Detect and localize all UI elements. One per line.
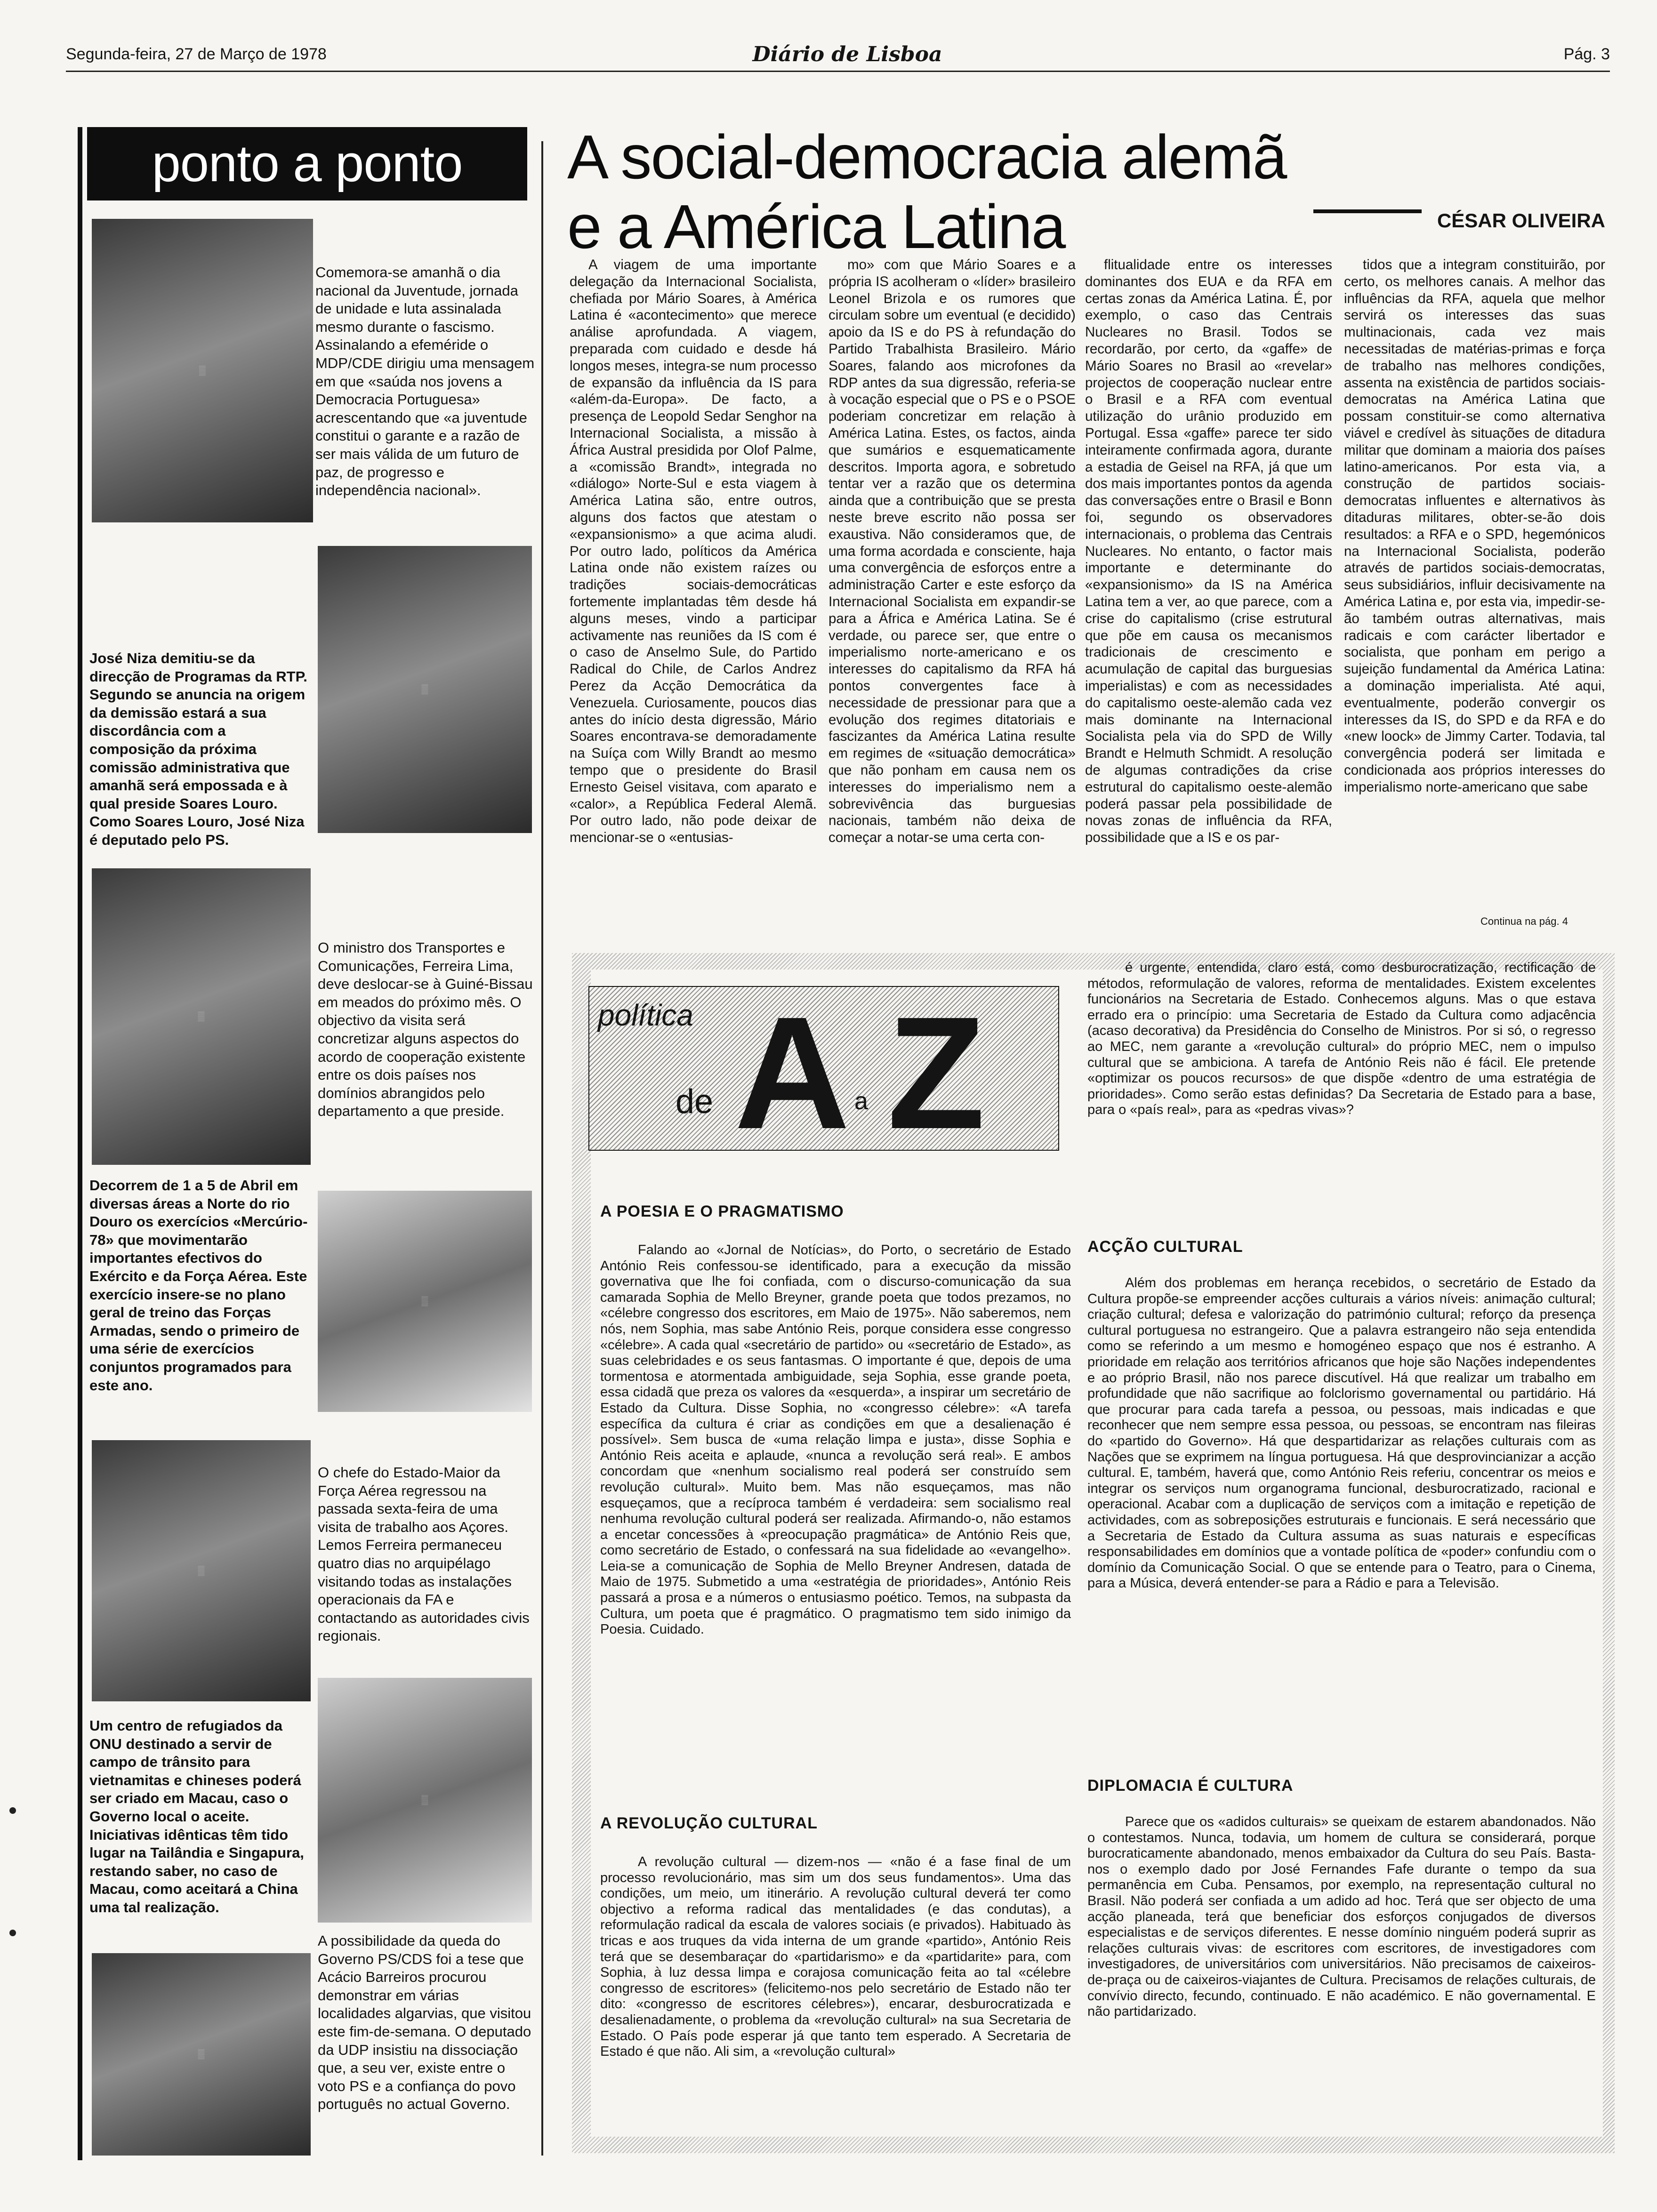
az-text-revolucao: A revolução cultural — dizem-nos — «não é a fase final de um processo revolucionário, mas sim um dos seus fundamentos». Uma das condições, um meio, um itinerário. A revolução cultural deverá ter como objectivo a reforma radical das mentalidades (e das condutas), a reformulação radical da escala de valores sociais (e privados). Habituado às tricas e aos truques da vida interna de um grande «partido», António Reis terá que se desembaraçar do «partidarismo» e da «partidarite» para, com Sophia, à luz dessa limpa e corajosa comunicação feita ao tal «célebre congresso de escritores» (felicitemo-nos pelo secretário de Estado não ter dito: «congresso de escritores célebres»), encarar, desburocratizada e desalienadamente, o problema da «revolução cultural» na sua Secretaria de Estado. O País pode esperar já que tanto tem esperado. A Secretaria de Estado é que não. Ali sim, a «revolução cultural» — [600, 1854, 1071, 2060]
az-text-urgente: é urgente, entendida, claro está, como desburocratização, rectificação de métodos, reformulação de valores, reforma de mentalidades. Existem excelentes funcionários na Secretaria de Estado. Conhecemos alguns. Mas o que estava errado era o princípio: uma Secretaria de Estado da Cultura como adjacência (acaso decorativa) da Presidência do Conselho de Ministros. Por si só, o regresso ao MEC, nem garante a «revolução cultural» do próprio MEC, nem o impulso cultural que se ambiciona. A tarefa de António Reis não é fácil. Ele pretende «optimizar os poucos recursos» de que dispõe «dentro de uma estratégia de prioridades». Como serão estas definidas? Da Secretaria de Estado para a base, para o «país real», para as «pedras vivas»? — [1087, 960, 1596, 1118]
brief-mercurio-78: Decorrem de 1 a 5 de Abril em diversas áreas a Norte do rio Douro os exercícios «Mercúrio-78» que movimentarão importantes efectivos do Exército e da Força Aérea. Este exercício insere-se no plano geral de treino das Forças Armadas, sendo o primeiro de uma série de exercícios conjuntos programados para este ano. — [89, 1177, 308, 1394]
section-diplomacia: DIPLOMACIA É CULTURA — [1087, 1777, 1294, 1795]
az-text-poesia: Falando ao «Jornal de Notícias», do Porto, o secretário de Estado António Reis confessou-se identificado, para a execução da missão governativa que lhe foi confiada, com o discurso-comunicação da sua camarada Sophia de Mello Breyner, grande poeta que todos prezamos, no «célebre congresso dos escritores, em Maio de 1975». Não saberemos, nem nós, nem Sophia, mas sabe António Reis, porque considera esse congresso «célebre». A cada qual «secretário de partido» ou «secretário de Estado», as suas celebridades e os seus fantasmas. O importante é que, depois de uma tormentosa e atormentada ambiguidade, seja Sophia, esse grande poeta, essa cidadã que preza os valores da «esquerda», a inspirar um secretário de Estado da Cultura. Disse Sophia, no «congresso célebre»: «A tarefa específica da cultura é criar as condições em que a desalienação é possível». Sem busca de «uma relação limpa e justa», disse Sophia e António Reis aceita e aplaude, «nunca a revolução será real». E ambos concordam que «nenhum socialismo real poderá ser construído sem revolução cultural». Muito bem. Mas não esqueçamos, mas não esqueçamos, que a recíproca também é verdadeira: sem socialismo real nenhuma revolução cultural poderá ser realizada. Afirmando-o, não estamos a encetar concessões à «preocupação pragmática» de António Reis que, como secretário de Estado, o confessará na sua fidelidade ao «evangelho». Leia-se a comunicação de Sophia de Mello Breyner Andresen, datada de Maio de 1975. Submetido a uma «estratégia de prioridades», António Reis passará a prosa e a números o entusiasmo poético. Temos, na subpasta da Cultura, um poeta que é pragmático. O pragmatismo tem sido inimigo da Poesia. Cuidado. — [600, 1242, 1071, 1637]
photo-jose-niza: ▒ — [318, 546, 532, 833]
logo-letter-z: Z — [887, 984, 985, 1162]
section-poesia: A POESIA E O PRAGMATISMO — [600, 1202, 844, 1220]
article-col-1: A viagem de uma importante delegação da Internacional Socialista, chefiada por Mário Soares, à América Latina é «acontecimento» que merece análise aprofundada. A viagem, preparada com cuidado e desde há longos meses, integra-se num processo de expansão da influência da IS para «além-da-Europa». De facto, a presença de Leopold Sedar Senghor na Internacional Socialista, a missão à África Austral presidida por Olof Palme, a «comissão Brandt», integrada no «diálogo» Norte-Sul e esta viagem à América Latina são, entre outros, alguns dos factos que atestam o «expansionismo» a que acima aludi. Por outro lado, políticos da América Latina onde não existem raízes ou tradições sociais-democráticas fortemente implantadas têm desde há alguns meses, vindo a participar activamente nas reuniões da IS com é o caso de Anselmo Sule, do Partido Radical do Chile, de Carlos Andrez Perez da Acção Democrática da Venezuela. Curiosamente, poucos dias antes do início desta digressão, Mário Soares encontrava-se demoradamente na Suíça com Willy Brandt ao mesmo tempo que o presidente do Brasil Ernesto Geisel visitava, com aparato e «calor», a República Federal Alemã. Por outro lado, não pode deixar de mencionar-se o «entusias- — [570, 257, 817, 846]
left-column-rule — [541, 141, 543, 2156]
photo-macau-building: ▒ — [318, 1678, 532, 1923]
brief-jose-niza: José Niza demitiu-se da direcção de Programas da RTP. Segundo se anuncia na origem da demissão estará a sua discordância com a composição da próxima comissão administrativa que amanhã será empossada e à qual preside Soares Louro. Como Soares Louro, José Niza é deputado pelo PS. — [89, 650, 307, 848]
binding-hole — [9, 1807, 16, 1814]
section-revolucao: A REVOLUÇÃO CULTURAL — [600, 1814, 818, 1832]
photo-acacio-barreiros: ▒ — [92, 1953, 311, 2156]
article-headline — [567, 122, 1603, 262]
article-col-3: flitualidade entre os interesses dominantes dos EUA e da RFA em certas zonas da América Latina. É, por exemplo, o caso das Centrais Nucleares no Brasil. Todos se recordarão, por certo, da «gaffe» de Mário Soares no Brasil ao «revelar» projectos de cooperação nuclear entre o Brasil e a RFA com eventual utilização do urânio produzido em Portugal. Essa «gaffe» parece ter sido inteiramente confirmada agora, durante a estadia de Geisel na RFA, já que um dos mais importantes pontos da agenda das conversações entre o Brasil e Bonn foi, segundo os observadores internacionais, o problema das Centrais Nucleares. No entanto, o factor mais importante e determinante do «expansionismo» da IS na América Latina tem a ver, ao que parece, com a crise do capitalismo (crise estrutural que põe em causa os mecanismos tradicionais de crescimento e acumulação de capital das burguesias imperialistas) e com as necessidades do capitalismo oeste-alemão cada vez mais dominante na Internacional Socialista pela via do SPD de Willy Brandt e Helmuth Schmidt. A resolução de algumas contradições da crise estrutural do capitalismo oeste-alemão poderá passar pela possibilidade de novas zonas de influência da RFA, possibilidade que a IS e os par- — [1085, 257, 1332, 846]
photo-lemos-ferreira: ▒ — [92, 1440, 311, 1701]
logo-politica: política — [598, 998, 693, 1032]
header-rule — [66, 71, 1610, 72]
article-col-4: tidos que a integram constituirão, por certo, os melhores canais. A melhor das influências da RFA, aquela que melhor servirá os interesses das suas multinacionais, cada vez mais necessitadas de matérias-primas e força de trabalho nas melhores condições, assenta na existência de partidos sociais-democratas na América Latina que possam constituir-se como alternativa viável e credível às situações de ditadura militar que dominam a maioria dos países latino-americanos. Por esta via, a construção de partidos sociais-democratas influentes e alternativos às ditaduras militares, obter-se-ão dois resultados: a RFA e o SPD, hegemónicos na Internacional Socialista, poderão através de partidos sociais-democratas, seus subsidiários, influir decisivamente na América Latina e, por esta via, impedir-se-ão também outras alternativas, mais radicais e com carácter libertador e socialista, que ponham em perigo a sujeição fundamental da América Latina: a dominação imperialista. Até aqui, eventualmente, poderão convergir os interesses da IS, do SPD e da RFA e do «new loock» de Jimmy Carter. Todavia, tal convergência poderá ser limitada e condicionada aos próprios interesses do imperialismo norte-americano que sabe — [1344, 257, 1605, 795]
brief-forca-aerea: O chefe do Estado-Maior da Força Aérea regressou na passada sexta-feira de uma visita de trabalho aos Açores. Lemos Ferreira permaneceu quatro dias no arquipélago visitando todas as instalações operacionais da FA e contactando as autoridades civis regionais. — [318, 1464, 530, 1644]
binding-hole — [9, 1930, 16, 1936]
photo-ferreira-lima: ▒ — [92, 868, 311, 1165]
brief-juventude: Comemora-se amanhã o dia nacional da Juventude, jornada de unidade e luta assinalada mesmo durante o fascismo. Assinalando a efeméride o MDP/CDE dirigiu uma mensagem em que «saúda nos jovens a Democracia Portuguesa» acrescentando que «a juventude constitui o garante e a razão de ser mais válida de um futuro de paz, de progresso e independência nacional». — [315, 264, 535, 499]
page-header — [66, 42, 1610, 69]
byline: CÉSAR OLIVEIRA — [1437, 209, 1605, 232]
logo-de: de — [676, 1083, 714, 1121]
masthead: Diário de Lisboa — [752, 42, 942, 66]
byline-rule — [1313, 209, 1422, 213]
section-accao: ACÇÃO CULTURAL — [1087, 1238, 1243, 1256]
brief-macau: Um centro de refugiados da ONU destinado a servir de campo de trânsito para vietnamitas e chineses poderá ser criado em Macau, caso o Governo local o aceite. Iniciativas idênticas têm tido lugar na Tailândia e Singapura, restando saber, no caso de Macau, como aceitará a China uma tal realização. — [89, 1717, 304, 1915]
brief-barreiros: A possibilidade da queda do Governo PS/CDS foi a tese que Acácio Barreiros procurou demonstrar em várias localidades algarvias, que visitou este fim-de-semana. O deputado da UDP insistiu na dissociação que, a seu ver, existe entre o voto PS e a confiança do povo português no actual Governo. — [318, 1932, 531, 2113]
ponto-a-ponto-title: ponto a ponto — [87, 127, 527, 200]
brief-ferreira-lima: O ministro dos Transportes e Comunicações, Ferreira Lima, deve deslocar-se à Guiné-Bissau em meados do próximo mês. O objectivo da visita será concretizar alguns aspectos do acordo de cooperação existente entre os dois países nos domínios abrangidos pelo departamento a que preside. — [318, 939, 533, 1120]
continued-note: Continua na pág. 4 — [1480, 915, 1568, 927]
logo-small-a: a — [854, 1088, 868, 1115]
headline-line-1: A social-democracia alemã — [567, 122, 1287, 192]
issue-date: Segunda-feira, 27 de Março de 1978 — [66, 45, 327, 63]
photo-exercise-field: ▒ — [318, 1191, 532, 1412]
photo-youth: ▒ — [92, 219, 313, 522]
az-text-diplomacia: Parece que os «adidos culturais» se queixam de estarem abandonados. Não o contestamos. Nunca, todavia, um homem de cultura se considerará, porque burocraticamente abandonado, menos embaixador da Cultura do seu País. Basta-nos o exemplo dado por José Fernandes Fafe durante o tempo da sua permanência em Cuba. Pensamos, por exemplo, na representação cultural no Brasil. Não poderá ser confiada a um adido ad hoc. Terá que ser objecto de uma acção planeada, terá que beneficiar dos esforços conjugados de diversos especialistas e de serviços diferentes. E nesse domínio ninguém poderá suprir as relações culturais vivas: de escritores com escritores, de investigadores com investigadores, de universitários com universitários. Não precisamos de caixeiros-de-praça ou de caixeiros-viajantes de Cultura. Precisamos de relações culturais, de convívio directo, fecundo, continuado. E não académico. E não governamental. E não partidarizado. — [1087, 1814, 1596, 2020]
article-col-2: mo» com que Mário Soares e a própria IS acolheram o «líder» brasileiro Leonel Brizola e os rumores que circulam sobre um eventual (e decidido) apoio da IS e do PS à refundação do Partido Trabalhista Brasileiro. Mário Soares, falando aos microfones da RDP antes da sua digressão, referia-se à vocação especial que o PS e o PSOE poderiam concretizar em relação à América Latina. Estes, os factos, ainda que sumários e esquematicamente descritos. Importa agora, e sobretudo tentar ver a razão que os determina ainda que a contribuição que se presta neste breve escrito não possa ser exaustiva. Não consideramos que, de uma forma acordada e consciente, haja uma convergência de esforços entre a administração Carter e este esforço da Internacional Socialista em expandir-se para a África e América Latina. Se é verdade, ou parece ser, que entre o imperialismo norte-americano e os interesses do capitalismo da RFA há pontos convergentes face à necessidade de pressionar para que a evolução dos regimes ditatoriais e fascizantes da América Latina resulte em regimes de «situação democrática» que não ponham em causa nem os interesses do imperialismo nem a sobrevivência das burguesias nacionais, também não deixa de começar a notar-se uma certa con- — [828, 257, 1076, 846]
page-number: Pág. 3 — [1563, 45, 1610, 63]
logo-letter-a: A — [734, 984, 850, 1162]
az-text-accao: Além dos problemas em herança recebidos, o secretário de Estado da Cultura propõe-se empreender acções culturais a vários níveis: animação cultural; criação cultural; defesa e valorização do património cultural; reforço da presença cultural portuguesa no estrangeiro. Que a palavra estrangeiro não seja entendida como se referindo a um mesmo e homogéneo espaço que nos é estranho. A prioridade em relação aos territórios africanos que hoje são Nações independentes e ao próprio Brasil, não nos parece discutível. Há que realizar um trabalho em profundidade que não sacrifique ao folclorismo governamental ou partidário. Há que procurar para cada tarefa a pessoa, ou pessoas, mais indicadas e que reconhecer que nem sempre essa pessoa, ou pessoas, se encontram nas fileiras do «partido do Governo». Há que despartidarizar as relações culturais com as Nações que se exprimem na língua portuguesa. Há que desprovincianizar a acção cultural. E, também, haverá que, como António Reis referiu, concentrar os meios e integrar os serviços num organograma funcional, desburocratizado, racional e operacional. Acabar com a duplicação de serviços com a imitação e repetição de actividades, com as sobreposições estruturais e funcionais. E será necessário que a Secretaria de Estado da Cultura assuma as suas naturais e específicas responsabilidades em domínios que a vontade política de «poder» confundiu com o domínio da Comunicação Social. O que se entende para o Teatro, para o Cinema, para a Música, deverá entender-se para a Rádio e para a Televisão. — [1087, 1275, 1596, 1591]
left-column-frame — [78, 127, 82, 2160]
headline-line-2: e a América Latina — [567, 192, 1065, 261]
